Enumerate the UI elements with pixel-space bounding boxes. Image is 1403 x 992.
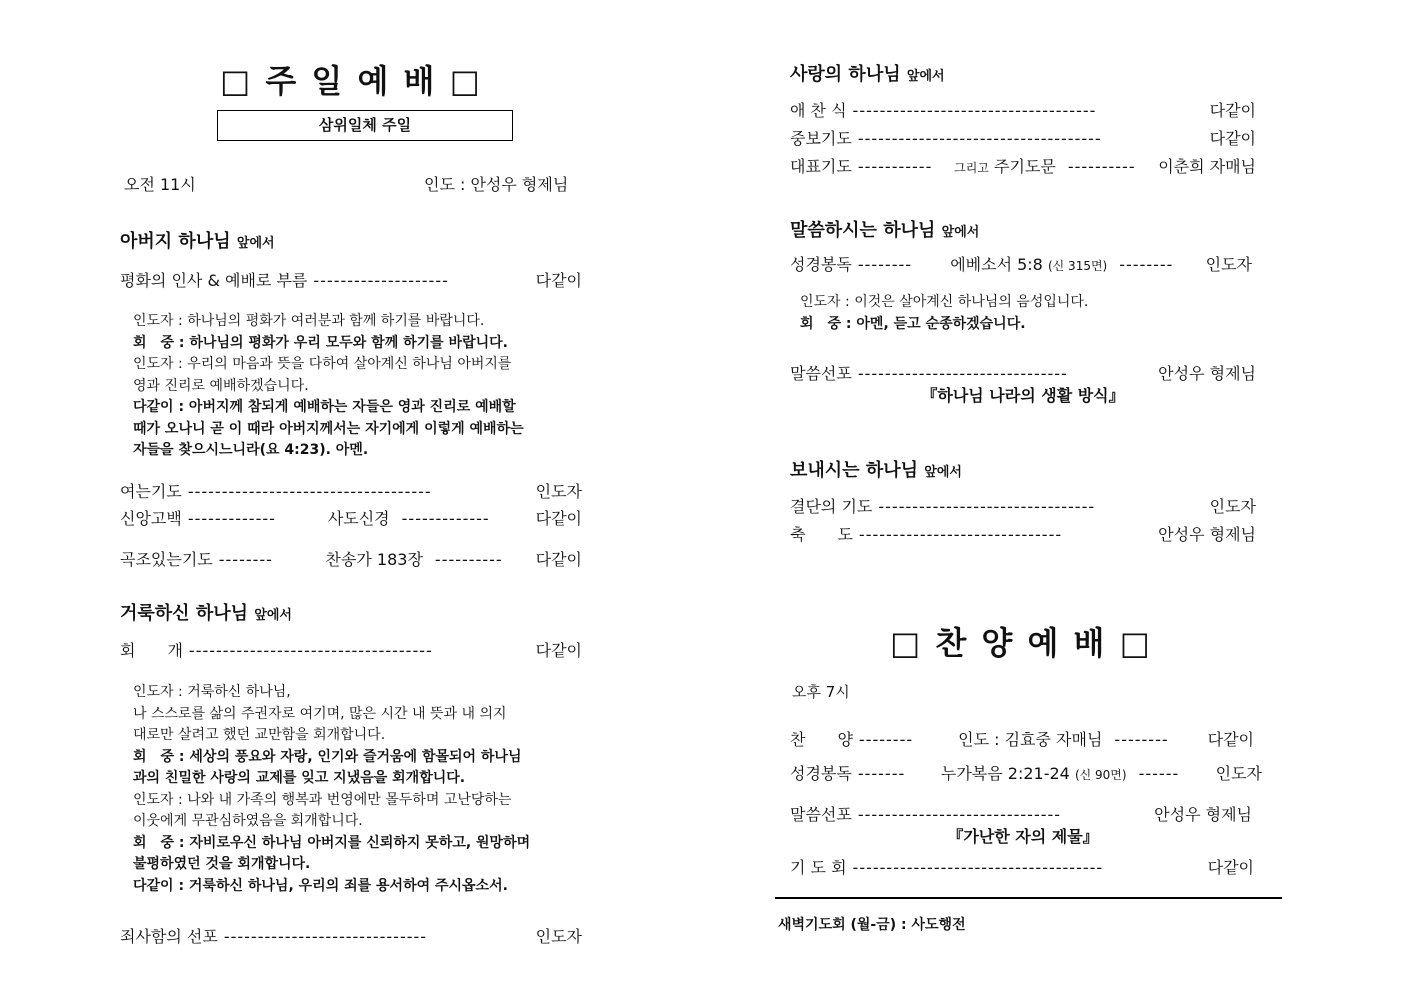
reading-line: 인도자 : 하나님의 평화가 여러분과 함께 하기를 바랍니다.: [133, 313, 485, 329]
reading-line: 때가 오나니 곧 이 때라 아버지께서는 자기에게 이렇게 예배하는: [133, 420, 524, 437]
order-item: [950, 252, 1107, 275]
sunday-subtitle-box: 삼위일체 주일: [217, 110, 513, 141]
order-label: 성경봉독: [790, 764, 852, 783]
order-row-hymn: [120, 547, 582, 570]
responsive-reading-2: [133, 682, 583, 897]
order-item: 사도신경: [327, 509, 390, 528]
order-label: 평화의 인사 & 예배로 부름: [120, 271, 308, 290]
dash-leader: ------------------------------------: [857, 129, 1102, 148]
dash-leader: --------: [218, 550, 273, 569]
order-who: 다같이: [1209, 101, 1256, 120]
reading-line: 회 중 : 하나님의 평화가 우리 모두와 함께 하기를 바랍니다.: [133, 334, 508, 351]
order-row-representative-prayer: [790, 154, 1256, 177]
dash-leader: -------: [857, 764, 906, 783]
dash-leader: ------------------------------------: [852, 101, 1097, 120]
responsive-reading-1: [133, 311, 583, 462]
order-label: 성경봉독: [790, 255, 852, 274]
order-row-opening-prayer: [120, 479, 582, 502]
worship-title: □ 주 일 예 배 □: [220, 62, 482, 100]
order-who: 인도자: [1215, 764, 1263, 783]
order-who: 인도자: [1209, 497, 1256, 516]
section-suffix: 앞에서: [924, 465, 962, 480]
order-who: 다같이: [535, 641, 582, 660]
order-row-greeting: [120, 268, 582, 291]
order-row-intercession: [790, 126, 1256, 149]
order-row-bible-reading-2: [790, 761, 1262, 784]
order-item: [941, 761, 1127, 784]
dash-leader: -------------: [187, 509, 276, 528]
section-heading-word: [790, 216, 979, 242]
order-who: 이춘희 자매님: [1158, 157, 1257, 176]
reading-line: 회 중 : 세상의 풍요와 자랑, 인기와 즐거움에 함몰되어 하나님: [133, 748, 522, 765]
order-who: 다같이: [1207, 858, 1254, 877]
dash-leader: ------------------------------: [858, 525, 1063, 544]
order-item-small: (신 315면): [1047, 259, 1108, 273]
dash-leader: ------: [1138, 764, 1180, 783]
order-label: 회 개: [120, 641, 183, 660]
reading-line: 나 스스로를 삶의 주권자로 여기며, 많은 시간 내 뜻과 내 의지: [133, 705, 507, 722]
reading-line: 자들을 찾으시느니라(요 4:23). 아멘.: [133, 442, 369, 458]
dash-leader: --------: [1114, 730, 1169, 749]
order-who: 다같이: [1207, 730, 1254, 749]
reading-line: 다같이 : 아버지께 참되게 예배하는 자들은 영과 진리로 예배할: [133, 399, 516, 415]
order-label: 말씀선포: [790, 364, 852, 383]
dash-leader: ------------------------------: [223, 927, 428, 946]
order-who: 인도자: [535, 927, 582, 946]
dash-leader: --------: [857, 255, 913, 274]
order-label: 찬 양: [790, 730, 853, 749]
reading-line: 불평하였던 것을 회개합니다.: [133, 856, 311, 872]
order-who: 안성우 형제님: [1158, 364, 1256, 383]
order-who: 인도자: [1205, 255, 1252, 274]
section-title: 보내시는 하나님: [790, 460, 918, 481]
order-item-small: (신 90면): [1074, 768, 1127, 782]
dawn-prayer-note: 새벽기도회 (월-금) : 사도행전: [778, 917, 966, 933]
order-row-creed: [120, 506, 582, 529]
order-row-praise: [790, 727, 1254, 750]
order-item-main: 주기도문: [994, 157, 1056, 176]
dash-leader: -------------------------------: [857, 364, 1068, 383]
order-label: 대표기도: [790, 157, 852, 176]
order-row-benediction: [790, 522, 1256, 545]
sermon-title: 『하나님 나라의 생활 방식』: [921, 386, 1125, 405]
section-title: 말씀하시는 하나님: [790, 220, 936, 241]
reading-line: 대로만 살려고 했던 교만함을 회개합니다.: [133, 727, 386, 743]
order-who: 다같이: [1209, 129, 1256, 148]
section-heading-holy: [120, 599, 292, 625]
order-item-main: 누가복음 2:21-24: [940, 764, 1070, 783]
dash-leader: -----------: [857, 157, 933, 176]
section-suffix: 앞에서: [906, 69, 945, 84]
dash-leader: -------------------------------------: [852, 858, 1104, 877]
order-label: 애 찬 식: [790, 101, 847, 120]
section-title: 사랑의 하나님: [790, 64, 901, 85]
dash-leader: ------------------------------------: [187, 482, 432, 501]
reading-line: 회 중 : 아멘, 듣고 순종하겠습니다.: [800, 315, 1026, 332]
dash-leader: --------: [858, 730, 914, 749]
order-who: 안성우 형제님: [1158, 525, 1256, 544]
reading-line: 회 중 : 자비로우신 하나님 아버지를 신뢰하지 못하고, 원망하며: [133, 834, 531, 851]
section-heading-father: [120, 227, 275, 253]
reading-line: 과의 친밀한 사랑의 교제를 잊고 지냈음을 회개합니다.: [133, 770, 466, 786]
order-row-repentance: [120, 638, 582, 661]
order-label: 신앙고백: [120, 509, 182, 528]
order-label: 축 도: [790, 525, 853, 544]
footer-divider: [775, 897, 1282, 899]
order-row-absolution: [120, 924, 582, 947]
service-time: 오전 11시: [124, 175, 196, 194]
reading-line: 영과 진리로 예배하겠습니다.: [133, 377, 309, 394]
sermon-title-2: 『가난한 자의 제물』: [947, 827, 1099, 846]
order-label: 곡조있는기도: [120, 550, 213, 569]
order-label: 결단의 기도: [790, 497, 873, 516]
dash-leader: -------------: [401, 509, 490, 528]
order-label: 죄사함의 선포: [120, 927, 218, 946]
section-suffix: 앞에서: [254, 608, 292, 623]
section-suffix: 앞에서: [941, 225, 980, 240]
section-title: 거룩하신 하나님: [120, 603, 248, 624]
order-item: 찬송가 183장: [325, 550, 423, 569]
section-suffix: 앞에서: [236, 236, 275, 251]
reading-line: 인도자 : 나와 내 가족의 행복과 번영에만 몰두하며 고난당하는: [133, 791, 512, 808]
reading-line: 다같이 : 거룩하신 하나님, 우리의 죄를 용서하여 주시옵소서.: [133, 877, 508, 894]
order-who: 다같이: [535, 271, 582, 290]
order-label: 여는기도: [120, 482, 182, 501]
order-item-main: 에베소서 5:8: [950, 255, 1043, 274]
dash-leader: ----------: [434, 550, 503, 569]
dash-leader: --------: [1119, 255, 1174, 274]
reading-line: 인도자 : 이것은 살아계신 하나님의 음성입니다.: [800, 294, 1089, 310]
reading-line: 인도자 : 우리의 마음과 뜻을 다하여 살아계신 하나님 아버지를: [133, 356, 512, 372]
order-item-small: 그리고: [954, 161, 989, 175]
reading-line: 인도자 : 거룩하신 하나님,: [133, 684, 291, 700]
service-leader: 인도 : 안성우 형제님: [424, 175, 569, 194]
order-who: 다같이: [535, 550, 583, 569]
order-who: 안성우 형제님: [1154, 805, 1252, 824]
order-item: 인도 : 김효중 자매님: [958, 730, 1103, 749]
order-who: 인도자: [535, 482, 582, 501]
dash-leader: ------------------------------: [857, 805, 1062, 824]
order-row-bible-reading: [790, 252, 1252, 275]
order-label: 기 도 회: [790, 858, 847, 877]
responsive-reading-3: [800, 292, 1250, 335]
order-row-sermon-2: [790, 802, 1252, 825]
order-item: [954, 154, 1056, 177]
dash-leader: ------------------------------------: [188, 641, 433, 660]
dash-leader: --------------------------------: [878, 497, 1096, 516]
section-heading-sending: [790, 456, 962, 482]
order-row-fellowship: [790, 98, 1256, 121]
order-who: 다같이: [535, 509, 582, 528]
order-row-commitment-prayer: [790, 494, 1256, 517]
praise-worship-title: □ 찬 양 예 배 □: [890, 624, 1152, 662]
dash-leader: --------------------: [313, 271, 449, 290]
section-heading-love: [790, 60, 945, 86]
order-label: 중보기도: [790, 129, 852, 148]
order-label: 말씀선포: [790, 805, 852, 824]
order-row-sermon: [790, 361, 1256, 384]
order-row-prayer-meeting: [790, 855, 1254, 878]
section-title: 아버지 하나님: [120, 231, 231, 252]
reading-line: 이웃에게 무관심하였음을 회개합니다.: [133, 813, 363, 829]
dash-leader: ----------: [1067, 157, 1136, 176]
evening-time: 오후 7시: [792, 683, 850, 701]
